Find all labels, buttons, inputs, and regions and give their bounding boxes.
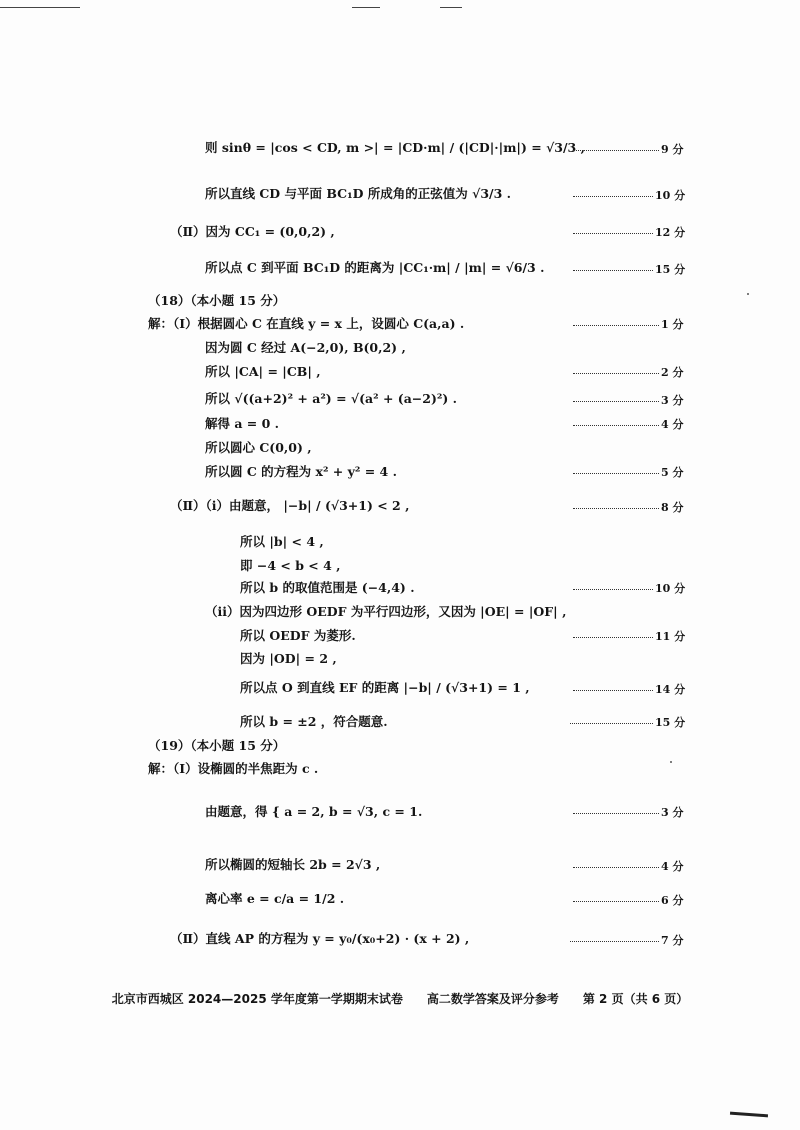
solution-line: 因为圆 C 经过 A(−2,0), B(0,2) , [205, 340, 406, 355]
solution-line: 所以点 C 到平面 BC₁D 的距离为 |CC₁·m| / |m| = √6/3 . [205, 260, 545, 275]
solution-line: 所以 b = ±2 ，符合题意. [240, 714, 388, 729]
scan-mark [0, 7, 80, 8]
solution-line: 所以 b 的取值范围是 (−4,4) . [240, 580, 415, 595]
score-label: 9 分 [661, 143, 684, 156]
dot-leader [573, 589, 653, 590]
dot-leader [573, 867, 659, 868]
dot-leader [573, 508, 659, 509]
score-label: 15 分 [655, 716, 686, 729]
dot-leader [573, 425, 659, 426]
solution-line: 解得 a = 0 . [205, 416, 280, 431]
dot-leader [573, 325, 659, 326]
score-label: 2 分 [661, 366, 684, 379]
dot-leader [573, 901, 659, 902]
score-label: 4 分 [661, 418, 684, 431]
dot-leader [573, 270, 653, 271]
solution-line: （ⅱ）因为四边形 OEDF 为平行四边形，又因为 |OE| = |OF| , [205, 604, 567, 619]
solution-line: 所以圆 C 的方程为 x² + y² = 4 . [205, 464, 397, 479]
score-label: 8 分 [661, 501, 684, 514]
dot-leader [573, 637, 653, 638]
solution-line: （Ⅱ）（ⅰ）由题意， |−b| / (√3+1) < 2 , [170, 498, 410, 513]
solution-line: 由题意，得 { a = 2, b = √3, c = 1. [205, 804, 423, 819]
dot-leader [570, 941, 659, 942]
page-footer: 北京市西城区 2024—2025 学年度第一学期期末试卷 高二数学答案及评分参考 第 2 页（共 6 页） [111, 992, 689, 1006]
score-label: 15 分 [655, 263, 686, 276]
scan-mark [352, 7, 380, 8]
solution-line: 所以椭圆的短轴长 2b = 2√3 , [205, 857, 381, 872]
score-label: 1 分 [661, 318, 684, 331]
dot-leader [570, 723, 653, 724]
dot-leader [573, 196, 653, 197]
score-label: 3 分 [661, 394, 684, 407]
score-label: 3 分 [661, 806, 684, 819]
solution-line: 所以 |CA| = |CB| , [205, 364, 321, 379]
section-heading: （19）（本小题 15 分） [148, 738, 286, 753]
dot-leader [573, 150, 659, 151]
score-label: 12 分 [655, 226, 686, 239]
score-label: 11 分 [655, 630, 686, 643]
solution-line: 离心率 e = c/a = 1/2 . [205, 891, 345, 906]
score-label: 10 分 [655, 582, 686, 595]
solution-line: 因为 |OD| = 2 , [240, 651, 337, 666]
score-label: 10 分 [655, 189, 686, 202]
dot-leader [573, 233, 653, 234]
solution-line: 解：（Ⅰ）根据圆心 C 在直线 y = x 上，设圆心 C(a,a) . [148, 316, 465, 331]
solution-line: 所以点 O 到直线 EF 的距离 |−b| / (√3+1) = 1 , [240, 680, 530, 695]
dot-leader [573, 473, 659, 474]
solution-line: （Ⅱ）因为 CC₁ = (0,0,2) , [170, 224, 335, 239]
solution-line: 即 −4 < b < 4 , [240, 558, 341, 573]
score-label: 7 分 [661, 934, 684, 947]
solution-line: 则 sinθ = |cos < CD, m >| = |CD·m| / (|CD|·|m|) = √3/3 , [205, 140, 585, 155]
solution-line: 所以 OEDF 为菱形. [240, 628, 356, 643]
solution-line: （Ⅱ）直线 AP 的方程为 y = y₀/(x₀+2) · (x + 2) , [170, 931, 470, 946]
dot-leader [573, 373, 659, 374]
score-label: 5 分 [661, 466, 684, 479]
scan-mark [730, 1112, 768, 1118]
solution-line: 所以圆心 C(0,0) , [205, 440, 312, 455]
solution-line: 解：（Ⅰ）设椭圆的半焦距为 c . [148, 761, 319, 776]
score-label: 4 分 [661, 860, 684, 873]
dot-leader [573, 401, 659, 402]
scan-speck [747, 293, 749, 295]
scan-speck [670, 761, 672, 763]
score-label: 14 分 [655, 683, 686, 696]
section-heading: （18）（本小题 15 分） [148, 293, 286, 308]
score-label: 6 分 [661, 894, 684, 907]
dot-leader [573, 813, 659, 814]
solution-line: 所以 |b| < 4 , [240, 534, 324, 549]
dot-leader [573, 690, 653, 691]
scan-mark [440, 7, 462, 8]
solution-line: 所以直线 CD 与平面 BC₁D 所成角的正弦值为 √3/3 . [205, 186, 511, 201]
solution-line: 所以 √((a+2)² + a²) = √(a² + (a−2)²) . [205, 391, 457, 406]
